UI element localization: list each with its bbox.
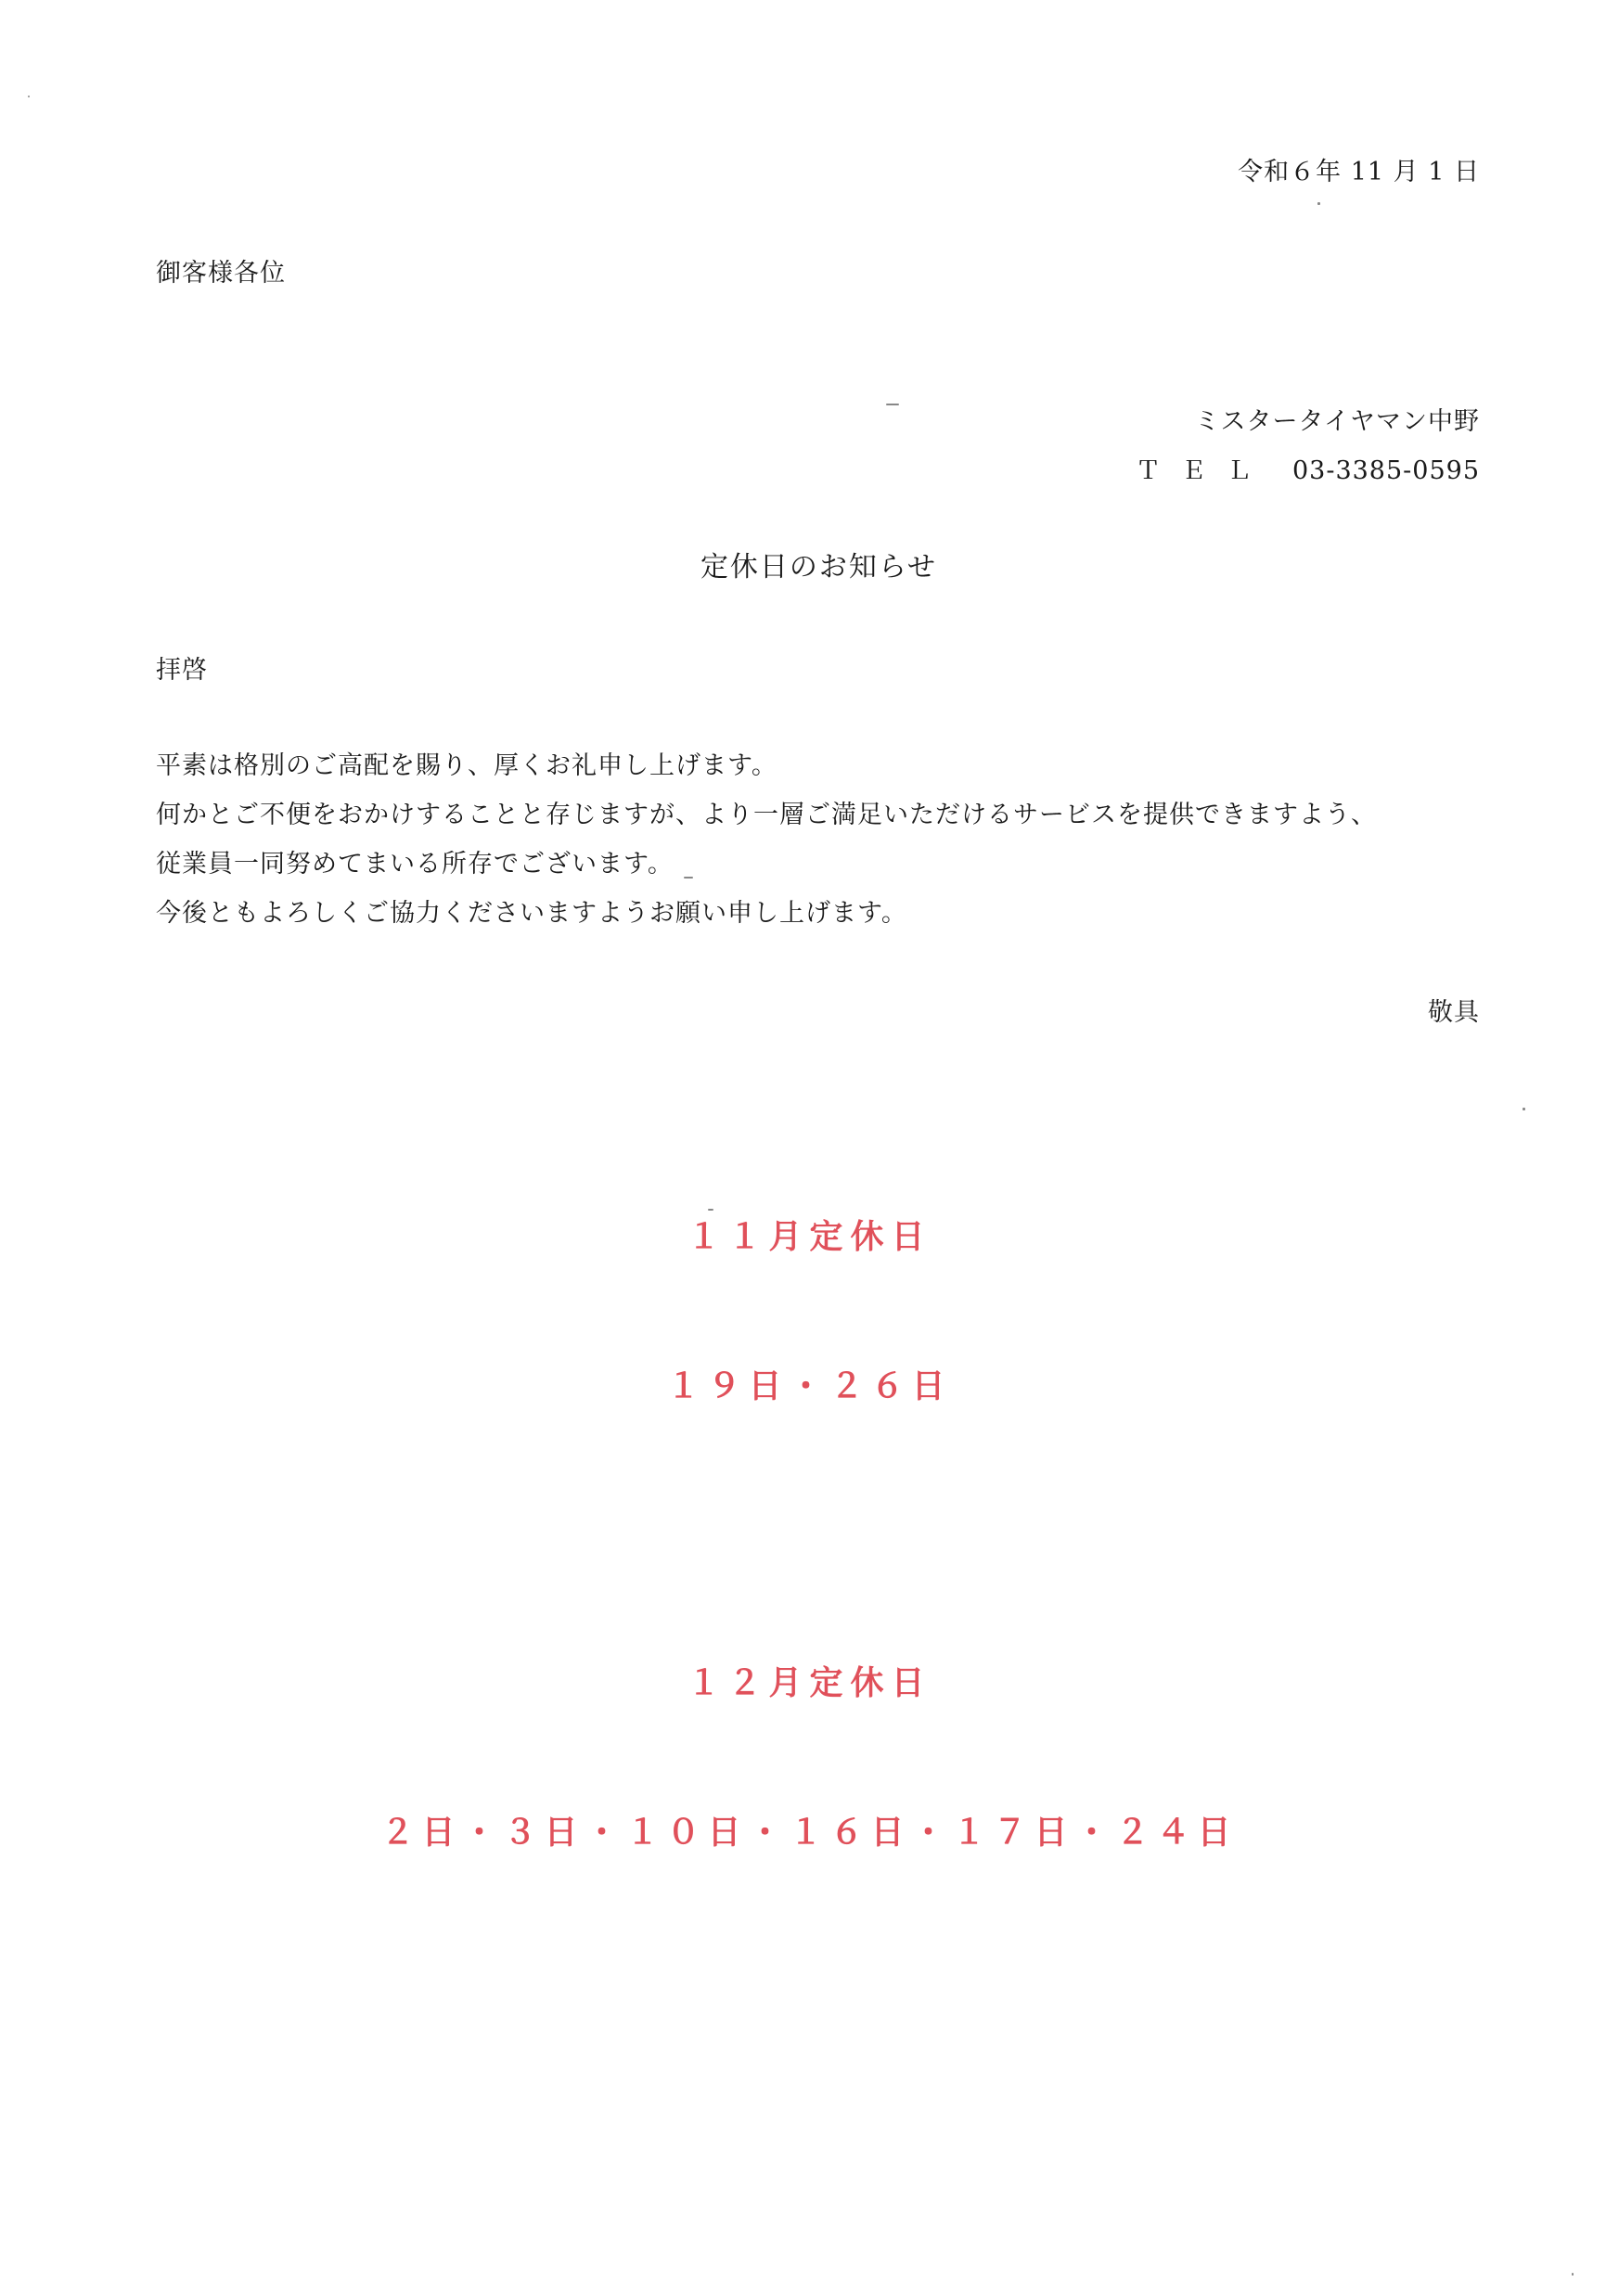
scan-speck <box>886 404 899 405</box>
scan-speck <box>708 1209 713 1211</box>
scan-speck <box>1523 1108 1525 1110</box>
tel-number: 03-3385-0595 <box>1291 456 1480 485</box>
letter-date: 令和６年 11 月 1 日 <box>1238 158 1480 186</box>
body-line-3: 従業員一同努めてまいる所存でございます。 <box>156 850 674 879</box>
salutation: 拝啓 <box>156 656 208 685</box>
december-holiday-dates: ２日・３日・１０日・１６日・１７日・２４日 <box>380 1814 1239 1852</box>
november-holiday-dates: １９日・２６日 <box>666 1367 953 1405</box>
scan-speck <box>1317 202 1320 205</box>
scan-speck <box>1572 2273 1574 2276</box>
body-line-1: 平素は格別のご高配を賜り、厚くお礼申し上げます。 <box>156 751 777 780</box>
sender-tel <box>1136 458 1480 483</box>
scan-speck <box>28 96 30 97</box>
scan-speck <box>684 877 693 879</box>
closing: 敬具 <box>1428 998 1480 1027</box>
november-holiday-heading: １１月定休日 <box>687 1218 932 1256</box>
tel-label: ＴＥＬ <box>1135 456 1272 485</box>
december-holiday-heading: １２月定休日 <box>687 1664 932 1702</box>
recipient: 御客様各位 <box>156 259 286 288</box>
document-title: 定休日のお知らせ <box>700 551 938 584</box>
sender-name: ミスタータイヤマン中野 <box>1194 407 1480 436</box>
body-line-4: 今後ともよろしくご協力くださいますようお願い申し上げます。 <box>156 899 907 928</box>
body-line-2: 何かとご不便をおかけすることと存じますが、より一層ご満足いただけるサービスを提供できますよう、 <box>156 801 1377 829</box>
